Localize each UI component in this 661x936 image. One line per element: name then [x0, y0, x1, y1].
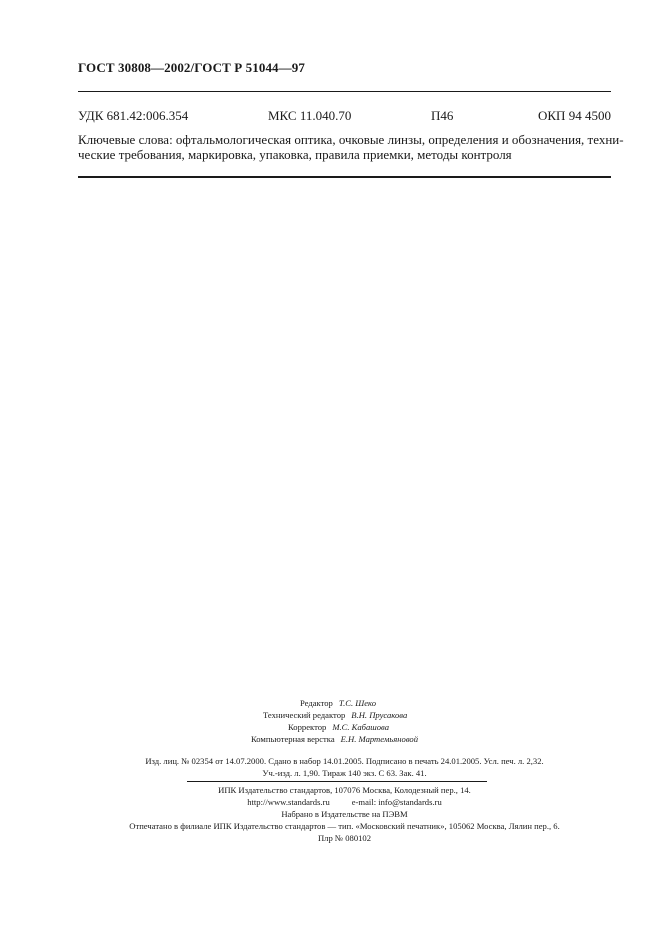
editor-name: Т.С. Шеко — [338, 698, 377, 708]
keywords-divider — [78, 176, 611, 178]
corrector-line — [288, 722, 568, 732]
keywords-line-2: ческие требования, маркировка, упаковка, правила приемки, методы контроля — [78, 147, 512, 162]
publisher-license: Плр № 080102 — [317, 833, 372, 843]
header-divider — [78, 91, 611, 92]
layout-name: Е.Н. Мартемьяновой — [340, 734, 419, 744]
publisher-url[interactable]: http://www.standards.ru — [247, 797, 330, 807]
tech-editor-line — [263, 710, 543, 720]
document-designation: ГОСТ 30808—2002/ГОСТ Р 51044—97 — [78, 60, 305, 75]
editor-label: Редактор — [300, 698, 333, 708]
publisher-contacts — [78, 797, 611, 807]
tech-editor-name: В.Н. Прусакова — [351, 710, 408, 720]
p46-code: П46 — [431, 108, 454, 123]
corrector-name: М.С. Кабашова — [332, 722, 390, 732]
corrector-label: Корректор — [288, 722, 327, 732]
layout-line — [251, 734, 531, 744]
udk-code: УДК 681.42:006.354 — [78, 108, 189, 123]
editor-line — [300, 698, 580, 708]
publication-line-1: Изд. лиц. № 02354 от 14.07.2000. Сдано в набор 14.01.2005. Подписано в печать 24.01.2005. Усл. печ. л. 2,32. — [145, 756, 544, 766]
publication-line-2: Уч.-изд. л. 1,90. Тираж 140 экз. С 63. Зак. 41. — [262, 768, 427, 778]
publisher-line-3: Набрано в Издательстве на ПЭВМ — [281, 809, 408, 819]
publisher-line-1: ИПК Издательство стандартов, 107076 Москва, Колодезный пер., 14. — [218, 785, 471, 795]
layout-label: Компьютерная верстка — [251, 734, 335, 744]
publisher-line-4: Отпечатано в филиале ИПК Издательство стандартов — тип. «Московский печатник», 105062 Москва, Лялин пер., 6. — [129, 821, 560, 831]
keywords-line-1: Ключевые слова: офтальмологическая оптика, очковые линзы, определения и обозначения, техни- — [78, 132, 624, 147]
tech-editor-label: Технический редактор — [263, 710, 346, 720]
mks-code: МКС 11.040.70 — [268, 108, 352, 123]
imprint-divider — [187, 781, 487, 782]
okp-code: ОКП 94 4500 — [538, 108, 611, 123]
publisher-email[interactable]: e-mail: info@standards.ru — [351, 797, 442, 807]
